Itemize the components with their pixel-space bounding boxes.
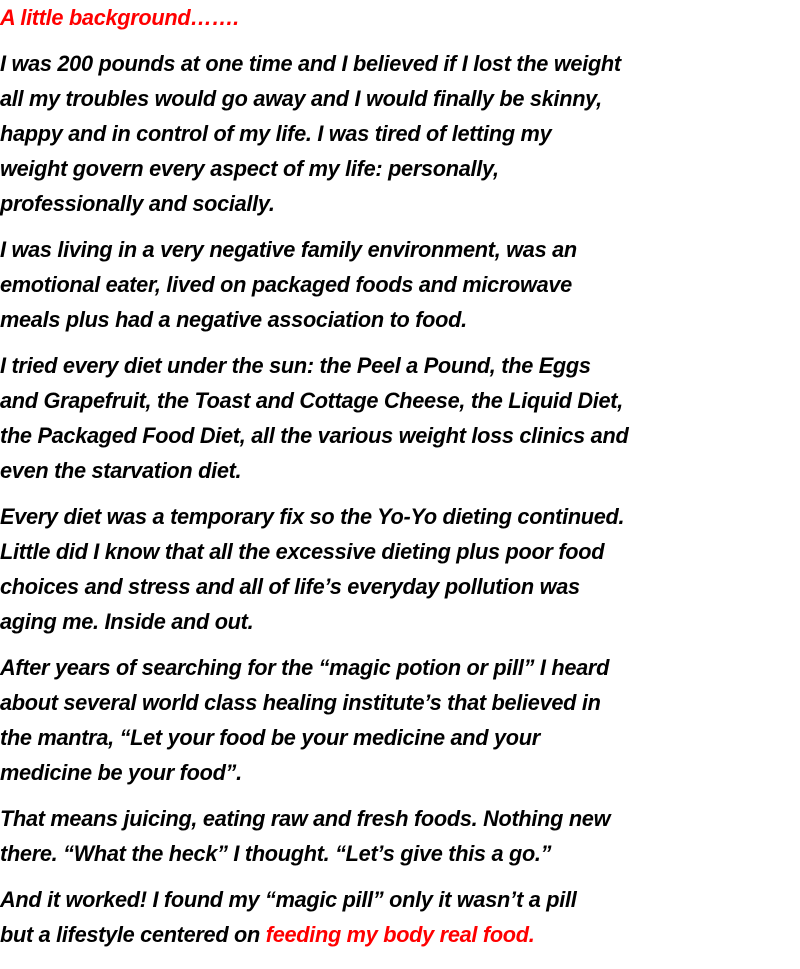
text-line: weight govern every aspect of my life: personally, [0, 156, 499, 181]
paragraph-4 [0, 499, 800, 639]
text-line: the Packaged Food Diet, all the various weight loss clinics and [0, 423, 629, 448]
text-line: I tried every diet under the sun: the Peel a Pound, the Eggs [0, 353, 591, 378]
paragraph-2 [0, 232, 800, 337]
paragraph-5 [0, 650, 800, 790]
text-line: about several world class healing institute’s that believed in [0, 690, 601, 715]
text-line: the mantra, “Let your food be your medicine and your [0, 725, 540, 750]
text-line: And it worked! I found my “magic pill” only it wasn’t a pill [0, 887, 577, 912]
text-line: I was 200 pounds at one time and I believed if I lost the weight [0, 51, 621, 76]
text-line: I was living in a very negative family environment, was an [0, 237, 577, 262]
paragraph-1 [0, 46, 800, 221]
text-line: That means juicing, eating raw and fresh foods. Nothing new [0, 806, 611, 831]
text-line: Every diet was a temporary fix so the Yo-Yo dieting continued. [0, 504, 625, 529]
text-line: even the starvation diet. [0, 458, 242, 483]
text-line: medicine be your food”. [0, 760, 242, 785]
text-line: happy and in control of my life. I was tired of letting my [0, 121, 552, 146]
text-segment: but a lifestyle centered on [0, 922, 266, 947]
text-line: aging me. Inside and out. [0, 609, 254, 634]
text-line: there. “What the heck” I thought. “Let’s give this a go.” [0, 841, 552, 866]
text-line: choices and stress and all of life’s everyday pollution was [0, 574, 580, 599]
paragraph-6 [0, 801, 800, 871]
text-line: professionally and socially. [0, 191, 275, 216]
text-line-final [0, 917, 790, 952]
text-line: meals plus had a negative association to food. [0, 307, 467, 332]
text-line: After years of searching for the “magic potion or pill” I heard [0, 655, 610, 680]
text-line: emotional eater, lived on packaged foods and microwave [0, 272, 572, 297]
text-line: all my troubles would go away and I would finally be skinny, [0, 86, 602, 111]
text-line: and Grapefruit, the Toast and Cottage Cheese, the Liquid Diet, [0, 388, 623, 413]
paragraph-7 [0, 882, 800, 952]
text-line: Little did I know that all the excessive dieting plus poor food [0, 539, 605, 564]
highlighted-text: feeding my body real food. [265, 922, 535, 947]
paragraph-3 [0, 348, 800, 488]
heading: A little background……. [0, 5, 239, 30]
